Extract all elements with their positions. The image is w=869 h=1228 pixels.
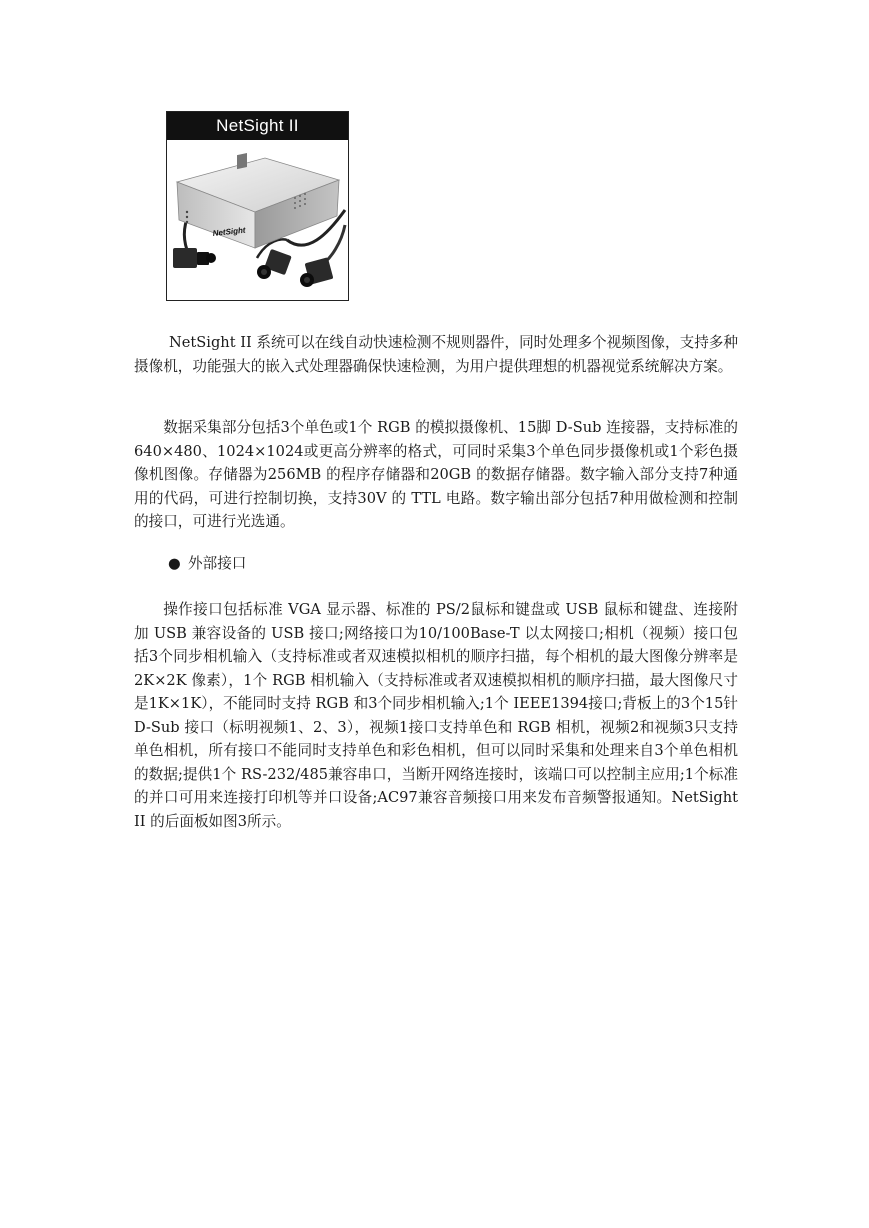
figure-title: NetSight II xyxy=(167,112,348,140)
acquisition-paragraph: 数据采集部分包括3个单色或1个 RGB 的模拟摄像机、15脚 D-Sub 连接器，支持标准的640×480、1024×1024或更高分辨率的格式，可同时采集3个单色同步摄像机或1个彩色摄像机图像。存储器为256MB 的程序存储器和20GB 的数据存储器。数字输入部分支持7种通用的代码，可进行控制切换，支持30V 的 TTL 电路。数字输出部分包括7种用做检测和控制的接口，可进行光选通。 xyxy=(134,419,738,530)
section-heading-external-interfaces xyxy=(168,552,246,576)
section-heading-label: 外部接口 xyxy=(188,555,247,572)
camera-right xyxy=(300,257,333,287)
camera-middle xyxy=(257,249,292,279)
netsight-device-illustration xyxy=(167,140,348,300)
camera-left xyxy=(173,248,216,268)
intro-paragraph: NetSight II 系统可以在线自动快速检测不规则器件，同时处理多个视频图像，支持多种摄像机，功能强大的嵌入式处理器确保快速检测，为用户提供理想的机器视觉系统解决方案。 xyxy=(134,334,738,375)
bullet-icon: ● xyxy=(168,555,181,572)
interfaces-paragraph: 操作接口包括标准 VGA 显示器、标准的 PS/2鼠标和键盘或 USB 鼠标和键盘、连接附加 USB 兼容设备的 USB 接口;网络接口为10/100Base-T 以太网接口;相机（视频）接口包括3个同步相机输入（支持标准或者双速模拟相机的顺序扫描，每个相机的最大图像分辨率是2K×2K 像素），1个 RGB 相机输入（支持标准或者双速模拟相机的顺序扫描，最大图像尺寸是1K×1K），不能同时支持 RGB 和3个同步相机输入;1个 IEEE1394接口;背板上的3个15针 D-Sub 接口（标明视频1、2、3），视频1接口支持单色和 RGB 相机，视频2和视频3只支持单色相机，所有接口不能同时支持单色和彩色相机，但可以同时采集和处理来自3个单色相机的数据;提供1个 RS-232/485兼容串口，当断开网络连接时，该端口可以控制主应用;1个标准的并口可用来连接打印机等并口设备;AC97兼容音频接口用来发布音频警报通知。NetSight II 的后面板如图3所示。 xyxy=(134,601,738,830)
device-brand-label: NetSight xyxy=(212,225,246,238)
product-figure xyxy=(166,111,349,301)
product-photo xyxy=(167,140,348,300)
